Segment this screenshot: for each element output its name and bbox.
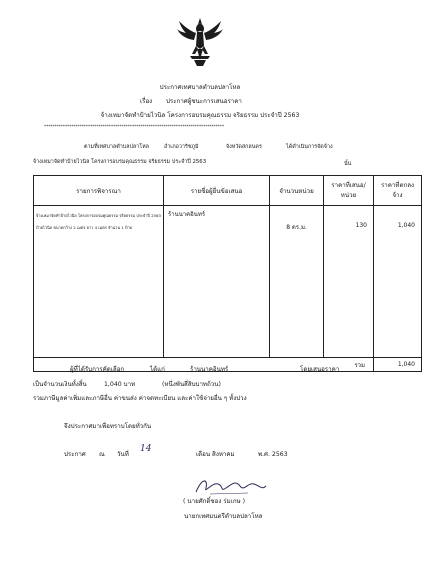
table-row — [34, 206, 422, 358]
date-year: พ.ศ. 2563 — [258, 451, 288, 458]
cell-item — [34, 206, 164, 358]
date-at: ณ — [99, 451, 105, 458]
cell-agreed-price — [374, 206, 422, 358]
header-unit: จำนวนหน่วย — [270, 176, 324, 206]
header-offer-price — [324, 176, 374, 206]
cell-unit — [270, 206, 324, 358]
winner-word: ได้แก่ — [150, 366, 165, 373]
date-day-label: วันที่ — [117, 451, 129, 458]
bid-table — [33, 175, 422, 372]
agreed-price-value: 1,040 — [397, 222, 415, 229]
project-title: จ้างเหมาจัดทำป้ายไวนิล โครงการอบรมคุณธรรม จริยธรรม ประจำปี 2563 — [100, 112, 300, 119]
handwritten-signature — [190, 474, 270, 498]
winner-offer: โดยเสนอราคา — [300, 366, 340, 373]
amount-value: 1,040 บาท — [104, 381, 136, 388]
header-offer-price-text: ราคาที่เสนอ/หน่วย — [331, 182, 366, 199]
subject-label: เรื่อง — [140, 98, 153, 105]
total-value — [374, 358, 422, 372]
item-specification: ป้ายไวนิล ขนาดกว้าง 2 เมตร ยาว 4 เมตร จำนวน 1 ป้าย — [36, 224, 132, 230]
item-description: จ้างเหมาจัดทำป้ายไวนิล โครงการอบรมคุณธรรม จริยธรรม ประจำปี 2563 — [36, 213, 161, 218]
date-day-handwritten: 14 — [140, 444, 152, 454]
amount-words: (หนึ่งพันสี่สิบบาทถ้วน) — [162, 381, 221, 388]
header-item: รายการพิจารณา — [34, 176, 164, 206]
total-value-text: 1,040 — [397, 361, 415, 368]
tax-note: รวมภาษีมูลค่าเพิ่มและภาษีอื่น ค่าขนส่ง ค่าจดทะเบียน และค่าใช้จ่ายอื่น ๆ ทั้งปวง — [33, 395, 247, 402]
table-header-row — [34, 176, 422, 206]
date-label: ประกาศ — [64, 451, 86, 458]
cell-bidder: ร้านนาคอินทร์ — [164, 206, 270, 358]
cell-offer-price — [324, 206, 374, 358]
offer-price-value: 130 — [355, 222, 367, 229]
org-title: ประกาศเทศบาลตำบลปลาโหล — [159, 84, 241, 91]
subject-text: ประกาศผู้ชนะการเสนอราคา — [166, 98, 242, 105]
amount-label: เป็นจำนวนเงินทั้งสิ้น — [33, 381, 87, 388]
header-agreed-price — [374, 176, 422, 206]
announcement-line: จึงประกาศมาเพื่อทราบโดยทั่วกัน — [64, 423, 152, 430]
intro-action: ได้ดำเนินการจัดจ้าง — [286, 144, 333, 150]
signer-position: นายกเทศมนตรีตำบลปลาโหล — [184, 513, 263, 520]
garuda-emblem — [176, 16, 224, 68]
header-bidder: รายชื่อผู้ยื่นข้อเสนอ — [164, 176, 270, 206]
intro-org: ตามที่เทศบาลตำบลปลาโหล — [84, 144, 149, 150]
date-month: เดือน สิงหาคม — [196, 451, 235, 458]
winner-label: ผู้ที่ได้รับการคัดเลือก — [70, 366, 125, 373]
intro-project: จ้างเหมาจัดทำป้ายไวนิล โครงการอบรมคุณธรรม จริยธรรม ประจำปี 2563 — [33, 159, 207, 165]
intro-end: นั้น — [344, 161, 352, 167]
separator-line: ************************************************************************************** — [44, 124, 225, 129]
unit-value: 8 ตร.ม. — [286, 224, 307, 231]
header-agreed-price-text: ราคาที่ตกลงจ้าง — [380, 182, 415, 199]
total-label-text: รวม — [354, 361, 365, 369]
intro-province: จังหวัดสกลนคร — [226, 144, 262, 150]
intro-district: อำเภอวาริชภูมิ — [164, 144, 199, 150]
winner-name: ร้านนาคอินทร์ — [190, 366, 229, 373]
signer-name: ( นายศักดิ์ชอง ร่มเกษ ) — [183, 498, 246, 505]
